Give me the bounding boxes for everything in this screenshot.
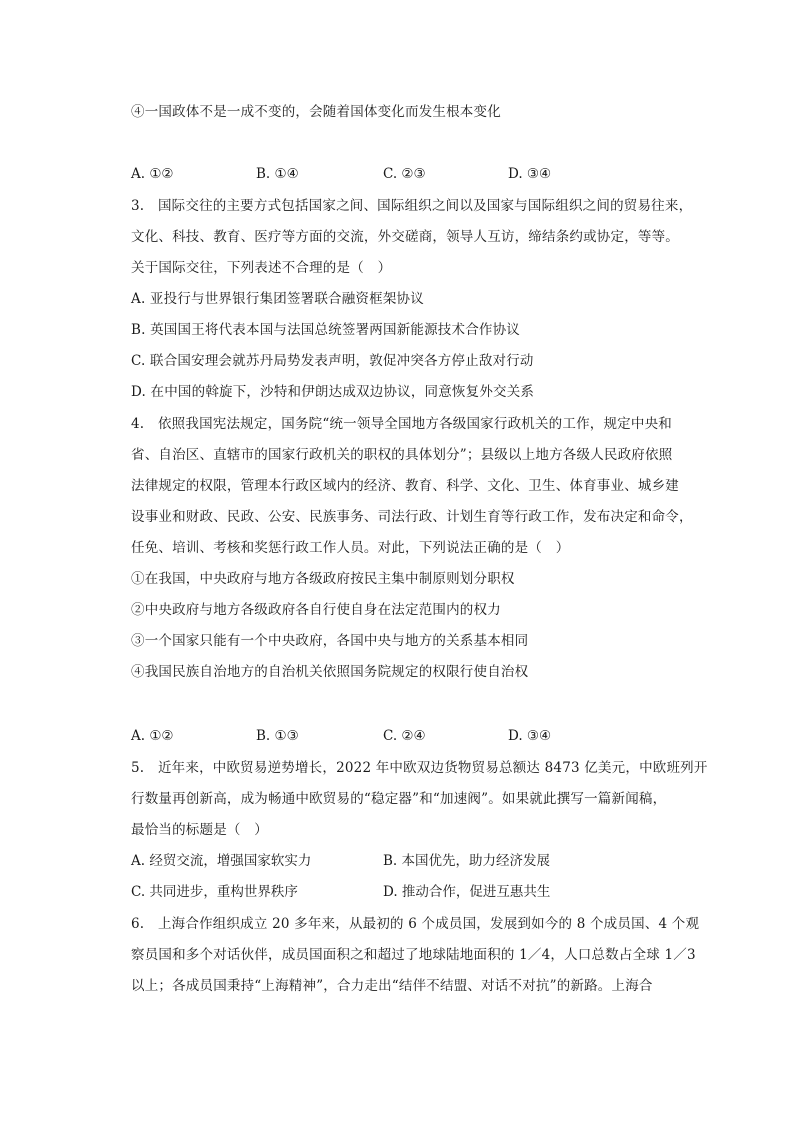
q6-stem-line-2: 察员国和多个对话伙伴，成员国面积之和超过了地球陆地面积的 1／4，人口总数占全球 1／3: [131, 947, 696, 963]
q4-statement-3: ③一个国家只能有一个中央政府，各国中央与地方的关系基本相同: [131, 633, 529, 649]
q5-option-c[interactable]: C. 共同进步，重构世界秩序: [131, 884, 298, 900]
q2-option-c[interactable]: C. ②③: [383, 166, 426, 182]
q5-option-b[interactable]: B. 本国优先，助力经济发展: [383, 853, 551, 869]
q4-stem-line-3: 法律规定的权限，管理本行政区域内的经济、教育、科学、文化、卫生、体育事业、城乡建: [131, 478, 679, 494]
q5-option-d[interactable]: D. 推动合作，促进互惠共生: [383, 884, 551, 900]
q3-option-d[interactable]: D. 在中国的斡旋下，沙特和伊朗达成双边协议，同意恢复外交关系: [131, 384, 535, 400]
q3-stem-line-3: 关于国际交往，下列表述不合理的是（ ）: [131, 260, 392, 276]
q2-statement-4: ④一国政体不是一成不变的，会随着国体变化而发生根本变化: [131, 104, 501, 120]
q2-option-d[interactable]: D. ③④: [508, 166, 552, 182]
q4-statement-2: ②中央政府与地方各级政府各自行使自身在法定范围内的权力: [131, 602, 501, 618]
q3-stem-line-2: 文化、科技、教育、医疗等方面的交流，外交磋商，领导人互访，缔结条约或协定，等等。: [131, 229, 679, 245]
q4-stem-line-1: 4. 依照我国宪法规定，国务院“统一领导全国地方各级国家行政机关的工作，规定中央和: [131, 416, 672, 432]
q3-option-c[interactable]: C. 联合国安理会就苏丹局势发表声明，敦促冲突各方停止敌对行动: [131, 353, 534, 369]
q6-stem-line-1: 6. 上海合作组织成立 20 多年来，从最初的 6 个成员国，发展到如今的 8 个成员国、4 个观: [131, 916, 700, 932]
q4-statement-4: ④我国民族自治地方的自治机关依照国务院规定的权限行使自治权: [131, 664, 529, 680]
q4-stem-line-2: 省、自治区、直辖市的国家行政机关的职权的具体划分”；县级以上地方各级人民政府依照: [131, 447, 673, 463]
q4-stem-line-4: 设事业和财政、民政、公安、民族事务、司法行政、计划生育等行政工作，发布决定和命令，: [131, 509, 693, 525]
q3-stem-line-1: 3. 国际交往的主要方式包括国家之间、国际组织之间以及国家与国际组织之间的贸易往来，: [131, 198, 693, 214]
q3-option-a[interactable]: A. 亚投行与世界银行集团签署联合融资框架协议: [131, 291, 424, 307]
q5-option-a[interactable]: A. 经贸交流，增强国家软实力: [131, 853, 312, 869]
q2-option-a[interactable]: A. ①②: [131, 166, 174, 182]
q5-stem-line-2: 行数量再创新高，成为畅通中欧贸易的“稳定器”和“加速阀”。如果就此撰写一篇新闻稿，: [131, 791, 667, 807]
q5-stem-line-1: 5. 近年来，中欧贸易逆势增长，2022 年中欧双边货物贸易总额达 8473 亿美元，中欧班列开: [131, 760, 708, 776]
q2-option-b[interactable]: B. ①④: [256, 166, 299, 182]
q3-option-b[interactable]: B. 英国国王将代表本国与法国总统签署两国新能源技术合作协议: [131, 322, 521, 338]
q4-option-a[interactable]: A. ①②: [131, 728, 174, 744]
q5-stem-line-3: 最恰当的标题是（ ）: [131, 822, 268, 838]
q4-statement-1: ①在我国，中央政府与地方各级政府按民主集中制原则划分职权: [131, 571, 515, 587]
q4-stem-line-5: 任免、培训、考核和奖惩行政工作人员。对此，下列说法正确的是（ ）: [131, 540, 570, 556]
q4-option-d[interactable]: D. ③④: [508, 728, 552, 744]
q6-stem-line-3: 以上；各成员国秉持“上海精神”，合力走出“结伴不结盟、对话不对抗”的新路。上海合: [131, 978, 653, 994]
q4-option-c[interactable]: C. ②④: [383, 728, 426, 744]
q4-option-b[interactable]: B. ①③: [256, 728, 299, 744]
